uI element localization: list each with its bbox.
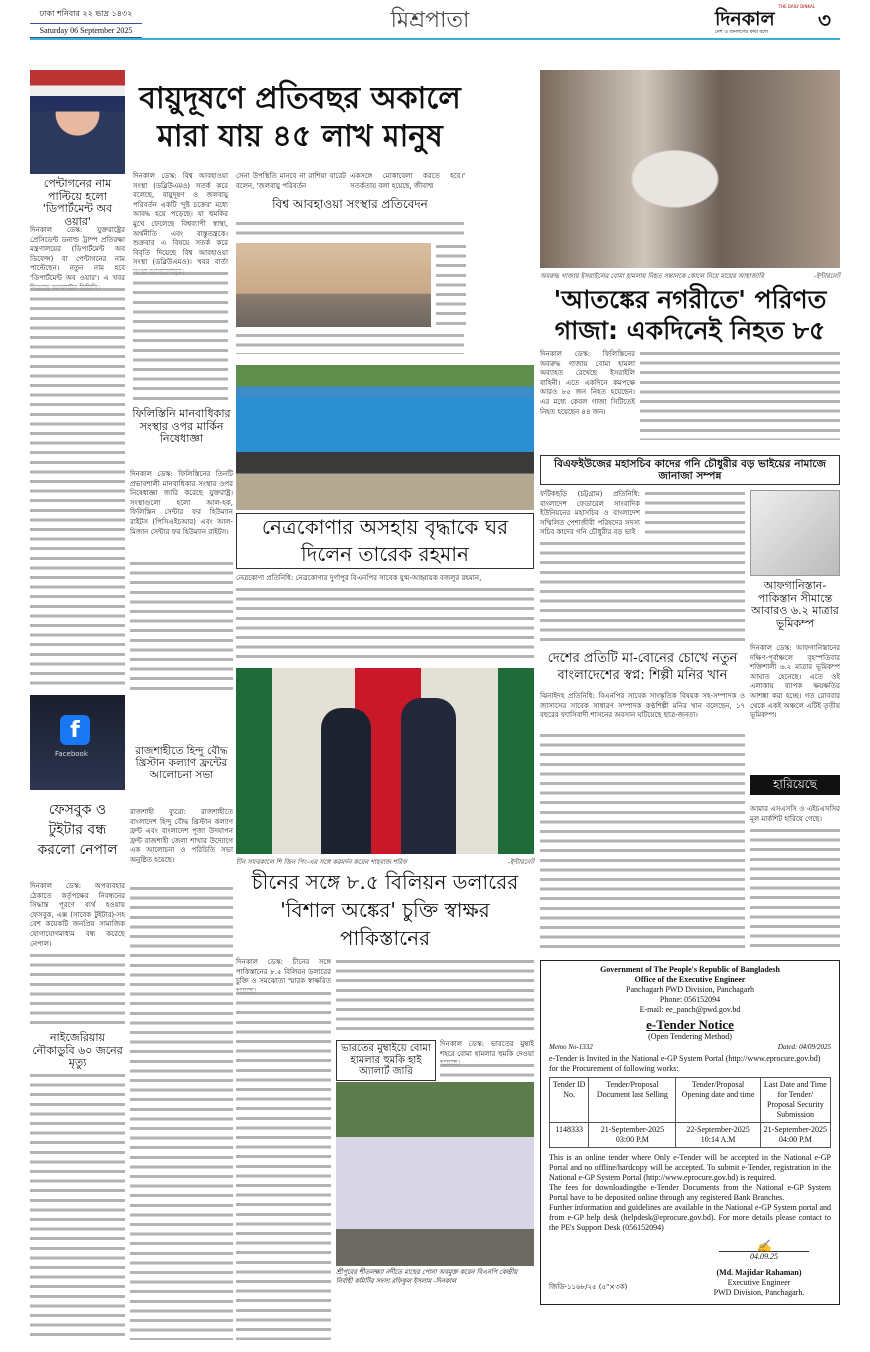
tender-method: (Open Tendering Method)	[648, 1032, 732, 1041]
signer-name: (Md. Majidar Rahaman)	[716, 1268, 802, 1277]
lead-body-col1: দিনকাল ডেস্ক: বিশ্ব আবহাওয়া সংস্থা (ডব্লিউএমও) সতর্ক করে বলেছে, বায়ুদূষণ ও জলবায়ু পরিবর্তন একটি 'দুষ্ট চক্রের' মধ্যে আবদ্ধ হয়ে পড়েছে। যা হুমকির মুখে ফেলেছে বিশ্বব্যাপী স্বাস্থ্য, অর্থনীতি এবং বাস্তুতন্ত্রকে। শুক্রবার এ বিষয়ে সতর্ক করে বিবৃতি দিয়েছে বিশ্ব আবহাওয়া সংস্থা (ডব্লিউএমও)। খবর বার্তা	[133, 172, 228, 267]
column-header: Last Date and Time for Tender/ Proposal Security Submission	[760, 1078, 830, 1123]
bfuj-body-col2	[645, 490, 745, 538]
china-body: দিনকাল ডেস্ক: চীনের সঙ্গে পাকিস্তানের ৮.৫ বিলিয়ন ডলারের চুক্তি ও সমঝোতা স্মারক স্বাক্ষরিত	[236, 958, 331, 986]
trump-photo	[30, 70, 125, 174]
opening-date: 22-September-2025 10:14 A.M	[676, 1123, 760, 1148]
rajshahi-body: রাজশাহী ব্যুরো: রাজশাহীতে বাংলাদেশ হিন্দু বৌদ্ধ খ্রিস্টান কল্যাণ ফ্রন্ট এবং বাংলাদেশ পূজা উদযাপন ফ্রন্ট রাজশাহী জেলা শাখার উদ্যোগে এক আলোচনা ও পরিচিতি সভা অনুষ্ঠিত হয়েছে।	[130, 808, 233, 864]
mumbai-body-text: দিনকাল ডেস্ক: ভারতের মুম্বাই শহরে বোমা হামলার হুমকি দেওয়া	[440, 1040, 534, 1058]
gaza-caption-text: অবরুদ্ধ গাজায় ইসরাইলের বোমা হামলায় নিহত সন্তানকে কোলে নিয়ে মায়ের আহাজারি	[540, 272, 764, 280]
ad-code: জিডি-১১৬৮/২৫ (৫"×৩ক)	[549, 1283, 628, 1291]
lead-body-col4	[436, 243, 466, 327]
logo-tagline: দেশ ও জনগণের কথা বলে	[715, 29, 768, 35]
gaza-headline: 'আতঙ্কের নগরীতে' পরিণত গাজা: একদিনেই নিহত ৮৫	[553, 285, 827, 345]
monir-body-continued	[540, 732, 745, 950]
signature-date: 04.09.25	[750, 1252, 778, 1261]
lost-body: আমার এসএসসি ও এইচএসসির মূল মার্কশিট হারিয়ে গেছে।	[750, 805, 840, 823]
facebook-body-continued	[30, 952, 125, 1026]
gaza-credit: -ইন্টারনেট	[813, 272, 840, 280]
tender-division: Panchagarh PWD Division, Panchagarh	[626, 985, 754, 994]
tender-id: 1148333	[550, 1123, 589, 1148]
china-caption	[236, 857, 534, 868]
date-english: Saturday 06 September 2025	[30, 24, 142, 38]
fish-release-photo	[336, 1082, 534, 1266]
bfuj-body: ফটিকছড়ি (চট্টগ্রাম) প্রতিনিধি: বাংলাদেশ ফেডারেল সাংবাদিক ইউনিয়নের মহাসচিব ও বাংলাদেশ সম্মিলিত পেশাজীবী পরিষদের সদস্য সচিব কাদের গনি চৌধুরীর বড় ভাই	[540, 490, 640, 537]
signature	[719, 1241, 809, 1262]
tender-gov: Government of The People's Republic of Bangladesh	[600, 965, 780, 974]
tender-table-header	[550, 1078, 831, 1123]
lead-body-bottom	[236, 332, 464, 354]
tender-note-1: This is an online tender where Only e-Tender will be accepted in the National e-GP Portal and no offline/hardcopy will be accepted. To submit e-Tender, registration in the National e-GP System Portal (http://www.eprocure.gov.bd) is required.	[549, 1153, 831, 1182]
lead-body-col3: একসঙ্গে মোকাবেলা করতে হবে।' সতর্কতায় বলা হয়েছে, জীবাশ্ম	[350, 172, 465, 190]
pentagon-headline: পেন্টাগনের নাম পাল্টিয়ে হলো 'ডিপার্টমেন্ট অব ওয়ার'	[42, 177, 113, 228]
gaza-photo	[540, 70, 840, 268]
netrokona-headline: নেত্রকোণার অসহায় বৃদ্ধাকে ঘর দিলেন তারেক রহমান	[236, 513, 534, 569]
signer-block	[689, 1268, 829, 1298]
lead-subhead: বিশ্ব আবহাওয়া সংস্থার প্রতিবেদন	[272, 197, 428, 211]
facebook-phone-photo	[30, 695, 125, 790]
header-rule	[30, 38, 840, 40]
column-header: Tender ID No.	[550, 1078, 589, 1123]
smog-photo	[236, 243, 431, 327]
tender-note-3: Further information and guidelines are available in the National e-GP System portal and from e-GP help desk (helpdesk@eprocure.gov.bd). For more details please contact to the PE's Support Desk (056152094)	[549, 1203, 831, 1232]
china-headline: চীনের সঙ্গে ৮.৫ বিলিয়ন ডলারের 'বিশাল অঙ্কের' চুক্তি স্বাক্ষর পাকিস্তানের	[251, 870, 519, 950]
table-row	[550, 1123, 831, 1148]
facebook-icon: f	[60, 715, 90, 745]
quake-headline: আফগানিস্তান-পাকিস্তান সীমান্তে আবারও ৬.২ মাত্রার ভূমিকম্প	[751, 579, 839, 630]
column-header: Tender/Proposal Opening date and time	[676, 1078, 760, 1123]
shehbaz-xi-photo	[236, 668, 534, 854]
logo-text: দিনকাল	[715, 8, 775, 30]
pentagon-body-continued	[30, 286, 125, 690]
lost-title: হারিয়েছে	[750, 775, 840, 795]
rajshahi-headline: রাজশাহীতে হিন্দু বৌদ্ধ খ্রিস্টান কল্যাণ ফ্রন্টের আলোচনা সভা	[135, 745, 228, 782]
tree-caption	[336, 1268, 534, 1286]
pentagon-body: দিনকাল ডেস্ক: যুক্তরাষ্ট্রের প্রেসিডেন্ট ডনাল্ড ট্রাম্প প্রতিরক্ষা মন্ত্রণালয়ের (ডিপার্টমেন্ট অব ডিফেন্স) বা পেন্টাগনের নাম পাল্টেছেন। নতুন নাম হবে 'ডিপার্টমেন্ট অব ওয়ার'। এ খবর	[30, 226, 125, 282]
tender-date: Dated: 04/09/2025	[777, 1043, 831, 1051]
bfuj-headline: বিএফইউজের মহাসচিব কাদের গনি চৌধুরীর বড় ভাইয়ের নামাজে জানাজা সম্পন্ন	[540, 455, 840, 485]
palestine-body: দিনকাল ডেস্ক: ফিলিস্তিনের তিনটি প্রভাবশালী মানবাধিকার সংস্থার ওপর নিষেধাজ্ঞা জারি করেছে যুক্তরাষ্ট্র। সংস্থাগুলো হলো আল-হক, ফিলিস্তিন সেন্টার ফর হিউম্যান রাইটস (পিসিএইচআর) এবং আল-মিজান সেন্টার ফর হিউম্যান রাইটস।	[130, 470, 233, 536]
china-body-col2	[336, 958, 534, 1036]
lost-body-continued	[750, 827, 840, 952]
bfuj-body-continued	[540, 540, 745, 644]
tender-note-2: The fees for downloadingthe e-Tender Documents from the National e-GP System Portal have to be deposited online through any registered Bank Branches.	[549, 1183, 831, 1202]
nigeria-headline: নাইজেরিয়ায় নৌকাডুবি ৬০ জনের মৃত্যু	[32, 1031, 123, 1070]
signer-office: PWD Division, Panchagarh.	[713, 1288, 805, 1297]
signer-designation: Executive Engineer	[727, 1278, 791, 1287]
lead-body-cols-continued	[236, 220, 464, 240]
newspaper-logo	[715, 4, 815, 37]
palestine-headline: ফিলিস্তিনি মানবাধিকার সংস্থার ওপর মার্কিন নিষেধাজ্ঞা	[132, 407, 231, 446]
date-block	[30, 8, 142, 38]
selling-date: 21-September-2025 03:00 P.M	[589, 1123, 676, 1148]
section-title: মিশ্রপাতা	[390, 8, 470, 33]
facebook-logo-text: Facebook	[55, 750, 88, 758]
date-bengali: ঢাকা শনিবার ২২ ভাদ্র ১৪৩২	[30, 8, 142, 24]
tender-intro: e-Tender is Invited in the National e-GP System Portal (http://www.eprocure.gov.bd) for the Procurement of following works:	[549, 1054, 821, 1073]
tender-phone: Phone: 056152094	[659, 995, 721, 1004]
security-date: 21-September-2025 04:00 P.M	[760, 1123, 830, 1148]
tender-title: e-Tender Notice	[646, 1017, 734, 1032]
netrokona-body: নেত্রকোণা প্রতিনিধি: নেত্রকোণার দুর্গাপুর বিএনপির সাবেক যুগ্ম-আহ্বায়ক বজলুর রহমান,	[236, 574, 482, 582]
china-body-continued	[236, 990, 331, 1340]
gaza-body: দিনকাল ডেস্ক: ফিলিস্তিনের অবরুদ্ধ গাজায় বোমা হামলা অব্যাহত রেখেছে ইসরাইলি বাহিনী। এতে একদিনে কমপক্ষে আরও ৮৫ জন নিহত হয়েছেন। এর মধ্যে কেবল গাজা সিটিতেই নিহত হয়েছেন ৪৪ জন।	[540, 350, 635, 416]
tender-notice	[540, 960, 840, 1305]
tender-table	[549, 1077, 831, 1148]
palestine-body-continued	[130, 560, 233, 690]
lead-body-col1-continued	[133, 270, 228, 402]
tender-email: E-mail: ee_panch@pwd.gov.bd	[639, 1005, 741, 1014]
monir-body: ঝিনাইদহ প্রতিনিধি: বিএনপির সাবেক সাংস্কৃতিক বিষয়ক সহ-সম্পাদক ও জাসাসের সাবেক সাধারণ সম্পাদক কণ্ঠশিল্পী মনির খান বলেছেন, ১৭ বছরের ফ্যাসিবাদী শাসনের অবসান ঘটিয়েছে ছাত্র-জনতা।	[540, 692, 745, 720]
tree-caption-text: শ্রীপুরের শীতলক্ষ্যা নদীতে মাছের পোনা অবমুক্ত করেন বিএনপি কেন্দ্রীয় নির্বাহী কমিটির সদস্য রফিকুল ইসলাম	[336, 1268, 518, 1285]
netrokona-house-photo	[236, 365, 534, 510]
seismograph-photo	[750, 490, 840, 576]
tree-credit: -দিনকাল	[433, 1277, 457, 1285]
tender-memo-row	[549, 1042, 831, 1052]
netrokona-body-continued	[236, 586, 534, 662]
column-header: Tender/Proposal Document last Selling	[589, 1078, 676, 1123]
xi-figure	[401, 698, 456, 854]
mumbai-body-continued	[440, 1062, 534, 1078]
facebook-headline: ফেসবুক ও টুইটার বন্ধ করলো নেপাল	[37, 802, 118, 858]
gaza-body-continued	[640, 350, 840, 440]
gaza-caption	[540, 271, 840, 282]
lead-headline: বায়ুদূষণে প্রতিবছর অকালে মারা যায় ৪৫ লাখ মানুষ	[139, 81, 461, 154]
nigeria-body	[30, 1072, 125, 1340]
signature-scribble: ✍	[719, 1241, 809, 1252]
tender-memo: Memo No-1332	[549, 1043, 593, 1051]
shehbaz-figure	[321, 708, 371, 854]
rajshahi-body-continued	[130, 885, 233, 1340]
facebook-body: দিনকাল ডেস্ক: অপব্যবহার ঠেকাতে কর্তৃপক্ষের নিবন্ধনের সিদ্ধান্ত পূরণে ব্যর্থ হওয়ায় ফেসবুক, এক্স (সাবেক টুইটার)-সহ বেশ কয়েকটি জনপ্রিয় সামাজিক যোগাযোগমাধ্যম বন্ধ করেছে নেপাল।	[30, 882, 125, 948]
monir-headline: দেশের প্রতিটি মা-বোনের চোখে নতুন বাংলাদেশের স্বপ্ন: শিল্পী মনির খান	[547, 651, 738, 683]
mumbai-headline: ভারতের মুম্বাইয়ে বোমা হামলার হুমকি হাই অ্যালার্ট জারি	[336, 1040, 436, 1081]
lead-body-col2: সেনা উপস্থিতি মানবে না রাশিয়া বারেট বলেন, 'জলবায়ু পরিবর্তন	[236, 172, 346, 190]
tender-office: Office of the Executive Engineer	[634, 975, 746, 984]
china-caption-text: চীন সফরকালে শি জিন পিং-এর সঙ্গে করমর্দন করেন শাহবাজ শরিফ	[236, 858, 407, 866]
logo-small: THE DAILY DINKAL	[778, 4, 815, 9]
china-credit: -ইন্টারনেট	[507, 858, 534, 866]
page-number: ৩	[818, 8, 832, 32]
quake-body: দিনকাল ডেস্ক: আফগানিস্তানের দক্ষিণ-পূর্বাঞ্চলে বৃহস্পতিবার শক্তিশালী ৬.২ মাত্রার ভূমিকম্প আঘাত হেনেছে। এতে ওই এলাকায় ব্যাপক ক্ষয়ক্ষতির আশঙ্কা করা হচ্ছে। গত রোববার থেকে একই অঞ্চলে এটিই তৃতীয় ভূমিকম্প।	[750, 644, 840, 720]
